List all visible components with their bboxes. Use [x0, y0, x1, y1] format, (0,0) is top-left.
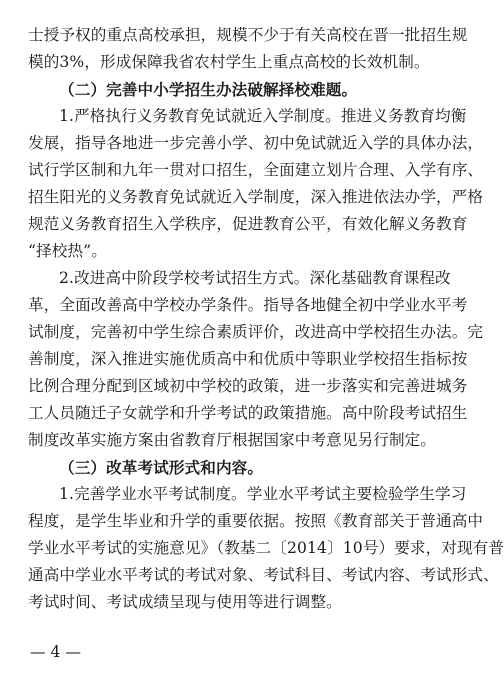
section-heading: （二）完善中小学招生办法破解择校难题。 — [59, 80, 358, 99]
text-line: 试制度，完善初中学生综合素质评价，改进高中学校招生办法。完 — [28, 323, 484, 341]
text-line: 制度改革实施方案由省教育厅根据国家中考意见另行制定。 — [28, 431, 437, 449]
section-heading: （三）改革考试形式和内容。 — [59, 458, 264, 477]
text-line: 学业水平考试的实施意见》（教基二〔2014〕10号）要求，对现有普 — [28, 539, 504, 557]
text-line: 程度，是学生毕业和升学的重要依据。按照《教育部关于普通高中 — [28, 512, 484, 530]
text-line: 工人员随迁子女就学和升学考试的政策措施。高中阶段考试招生 — [28, 404, 468, 422]
paragraph-start-line: 2.改进高中阶段学校考试招生方式。深化基础教育课程改 — [59, 269, 451, 287]
paragraph-start-line: 1.完善学业水平考试制度。学业水平考试主要检验学生学习 — [59, 485, 467, 503]
text-line: 善制度，深入推进实施优质高中和优质中等职业学校招生指标按 — [28, 350, 468, 368]
text-line: 士授予权的重点高校承担，规模不少于有关高校在晋一批招生规 — [28, 26, 468, 44]
text-line: 通高中学业水平考试的考试对象、考试科目、考试内容、考试形式、 — [28, 566, 499, 584]
text-line: “择校热”。 — [28, 242, 107, 260]
document-body — [28, 22, 504, 616]
text-line: 比例合理分配到区域初中学校的政策，进一步落实和完善进城务 — [28, 377, 468, 395]
text-line: 试行学区制和九年一贯对口招生，全面建立划片合理、入学有序、 — [28, 161, 484, 179]
text-line: 招生阳光的义务教育免试就近入学制度，深入推进依法办学，严格 — [28, 188, 484, 206]
text-line: 模的3%，形成保障我省农村学生上重点高校的长效机制。 — [28, 53, 430, 71]
text-line: 考试时间、考试成绩呈现与使用等进行调整。 — [28, 593, 342, 611]
text-line: 革，全面改善高中学校办学条件。指导各地健全初中学业水平考 — [28, 296, 468, 314]
paragraph-start-line: 1.严格执行义务教育免试就近入学制度。推进义务教育均衡 — [59, 107, 467, 125]
text-line: 发展，指导各地进一步完善小学、初中免试就近入学的具体办法， — [28, 134, 484, 152]
page-number: — 4 — — [30, 643, 82, 661]
text-line: 规范义务教育招生入学秩序，促进教育公平，有效化解义务教育 — [28, 215, 468, 233]
